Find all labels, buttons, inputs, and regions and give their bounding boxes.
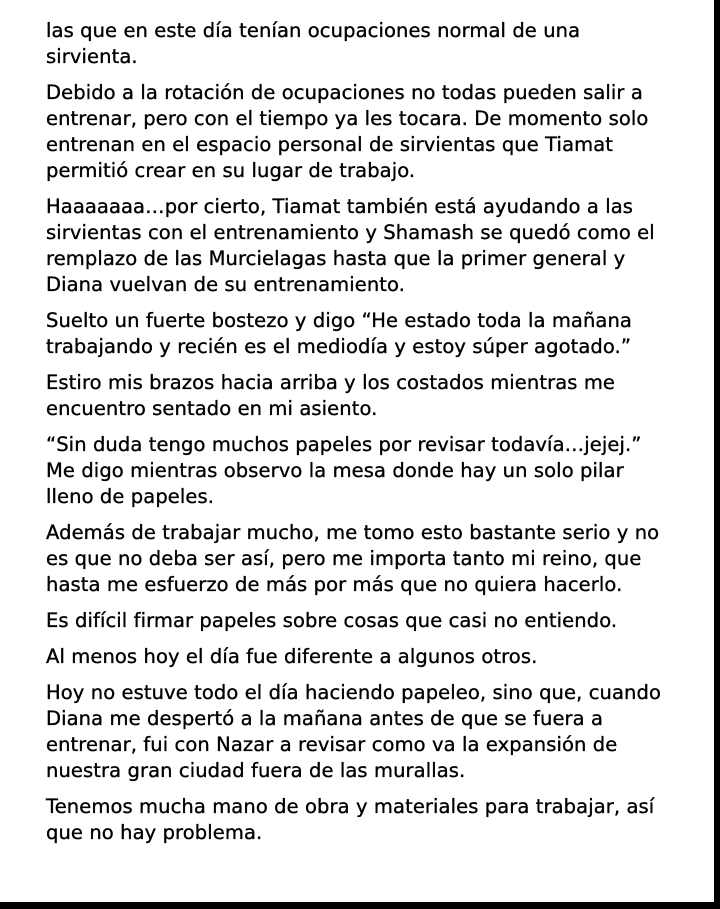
text-line: Hoy no estuve todo el día haciendo papeleo, sino que, cuando	[46, 681, 662, 704]
text-line: Al menos hoy el día fue diferente a algunos otros.	[46, 645, 538, 668]
text-line: entrenar, fui con Nazar a revisar como va la expansión de	[46, 733, 618, 756]
text-line: “Sin duda tengo muchos papeles por revisar todavía…jejej.”	[46, 433, 642, 456]
text-line: que no hay problema.	[46, 821, 263, 844]
paragraph	[46, 680, 694, 784]
text-line: Además de trabajar mucho, me tomo esto bastante serio y no	[46, 521, 660, 544]
paragraph	[46, 18, 694, 70]
paragraph	[46, 370, 694, 422]
paragraph	[46, 194, 694, 298]
text-line: Estiro mis brazos hacia arriba y los costados mientras me	[46, 371, 616, 394]
paragraph	[46, 608, 694, 634]
text-line: Diana vuelvan de su entrenamiento.	[46, 273, 406, 296]
text-line: las que en este día tenían ocupaciones normal de una	[46, 19, 581, 42]
text-line: Haaaaaaa…por cierto, Tiamat también está ayudando a las	[46, 195, 634, 218]
text-line: Diana me despertó a la mañana antes de que se fuera a	[46, 707, 604, 730]
text-line: nuestra gran ciudad fuera de las murallas.	[46, 759, 466, 782]
text-line: hasta me esfuerzo de más por más que no quiera hacerlo.	[46, 573, 623, 596]
text-line: encuentro sentado en mi asiento.	[46, 397, 378, 420]
text-line: sirvienta.	[46, 45, 138, 68]
text-line: Me digo mientras observo la mesa donde hay un solo pilar	[46, 459, 624, 482]
paragraph	[46, 794, 694, 846]
text-line: entrenan en el espacio personal de sirvientas que Tiamat	[46, 133, 614, 156]
text-line: permitió crear en su lugar de trabajo.	[46, 159, 416, 182]
text-line: Es difícil firmar papeles sobre cosas que casi no entiendo.	[46, 609, 618, 632]
paragraph	[46, 308, 694, 360]
paragraph	[46, 80, 694, 184]
text-line: lleno de papeles.	[46, 485, 215, 508]
text-line: remplazo de las Murcielagas hasta que la primer general y	[46, 247, 626, 270]
text-line: sirvientas con el entrenamiento y Shamash se quedó como el	[46, 221, 655, 244]
paragraph	[46, 432, 694, 510]
text-line: entrenar, pero con el tiempo ya les tocara. De momento solo	[46, 107, 649, 130]
text-line: Debido a la rotación de ocupaciones no todas pueden salir a	[46, 81, 643, 104]
paragraph	[46, 520, 694, 598]
text-line: trabajando y recién es el mediodía y estoy súper agotado.”	[46, 335, 632, 358]
text-line: Suelto un fuerte bostezo y digo “He estado toda la mañana	[46, 309, 632, 332]
text-line: Tenemos mucha mano de obra y materiales para trabajar, así	[46, 795, 655, 818]
paragraph	[46, 644, 694, 670]
text-line: es que no deba ser así, pero me importa tanto mi reino, que	[46, 547, 642, 570]
